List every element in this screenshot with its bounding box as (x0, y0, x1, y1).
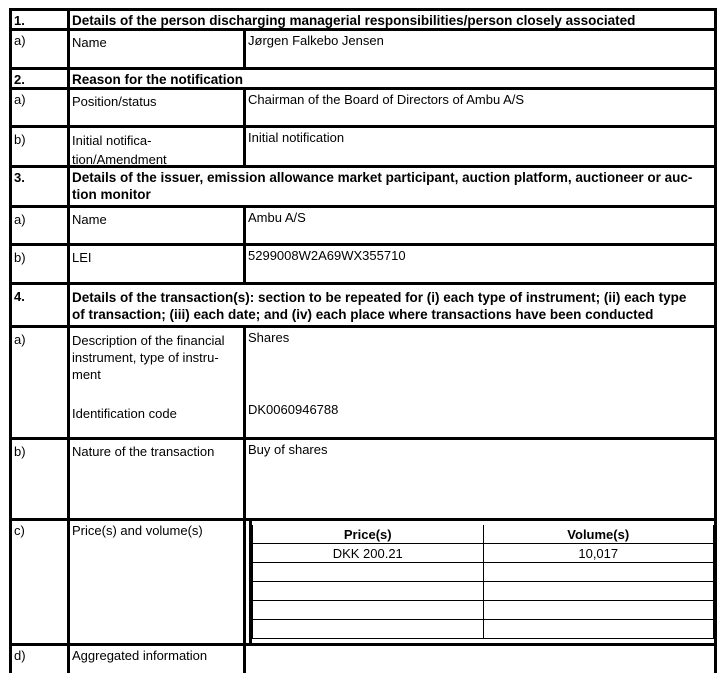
section-number: 3. (9, 168, 67, 205)
table-row (9, 325, 717, 437)
price-volume-table-wrap (249, 521, 714, 643)
price-volume-row (253, 544, 714, 563)
row-value: 5299008W2A69WX355710 (243, 246, 717, 282)
volume-cell (483, 563, 714, 582)
row-key: b) (9, 246, 67, 282)
section-title: Reason for the notification (67, 70, 717, 87)
volume-cell (483, 582, 714, 601)
volume-cell (483, 620, 714, 639)
table-row (9, 437, 717, 518)
price-cell (253, 620, 484, 639)
section-title: Details of the person discharging managerial responsibilities/person closely associated (67, 11, 717, 28)
section-number: 2. (9, 70, 67, 87)
row-value: Chairman of the Board of Directors of Ambu A/S (243, 90, 717, 125)
row-label: Position/status (67, 90, 243, 125)
section-title (67, 168, 717, 205)
price-volume-header (253, 525, 714, 544)
price-volume-row (253, 582, 714, 601)
section-title-line: of transaction; (iii) each date; and (iv) each place where transactions have been conducted (72, 307, 654, 322)
row-label-line: ment (72, 367, 101, 382)
section-number: 1. (9, 11, 67, 28)
row-label-line: tion/Amendment (72, 152, 167, 167)
price-cell (253, 601, 484, 620)
row-key: a) (9, 31, 67, 67)
row-value (243, 646, 717, 673)
price-cell: DKK 200.21 (253, 544, 484, 563)
section-title-line: Details of the issuer, emission allowance market participant, auction platform, auctioneer or auc- (72, 170, 693, 185)
section-title-line: tion monitor (72, 187, 151, 202)
table-row (9, 87, 717, 125)
row-label: Aggregated information (67, 646, 243, 673)
price-volume-row (253, 620, 714, 639)
row-label: Price(s) and volume(s) (67, 521, 243, 643)
price-volume-table (252, 525, 714, 639)
volume-cell: 10,017 (483, 544, 714, 563)
row-value (243, 328, 717, 437)
price-volume-row (253, 563, 714, 582)
identification-code-label: Identification code (72, 406, 177, 421)
row-key: a) (9, 328, 67, 437)
row-label-line: instrument, type of instru- (72, 350, 219, 365)
volume-header: Volume(s) (483, 525, 714, 544)
row-label: Nature of the transaction (67, 440, 243, 518)
row-value: Jørgen Falkebo Jensen (243, 31, 717, 67)
price-cell (253, 563, 484, 582)
row-key: b) (9, 440, 67, 518)
row-label: LEI (67, 246, 243, 282)
identification-code-value: DK0060946788 (248, 402, 339, 417)
row-key: a) (9, 208, 67, 243)
row-value: Initial notification (243, 128, 717, 165)
volume-cell (483, 601, 714, 620)
price-header: Price(s) (253, 525, 484, 544)
section-3-header (9, 165, 717, 205)
section-4-header (9, 282, 717, 325)
table-row (9, 125, 717, 165)
price-cell (253, 582, 484, 601)
row-key: b) (9, 128, 67, 165)
row-label (67, 328, 243, 437)
section-title (67, 285, 717, 325)
row-label: Name (67, 31, 243, 67)
row-key: a) (9, 90, 67, 125)
row-label-line: Description of the financial (72, 333, 225, 348)
row-label (67, 128, 243, 165)
table-row (9, 205, 717, 243)
row-key: d) (9, 646, 67, 673)
section-number: 4. (9, 285, 67, 325)
row-value (243, 521, 717, 643)
row-label-line: Initial notifica- (72, 133, 152, 148)
price-volume-row (253, 601, 714, 620)
table-row (9, 243, 717, 282)
section-title-line: Details of the transaction(s): section to be repeated for (i) each type of instrument; (ii) each type (72, 290, 687, 305)
notification-table (9, 8, 717, 673)
table-row (9, 518, 717, 643)
table-row (9, 643, 717, 673)
row-value: Ambu A/S (243, 208, 717, 243)
instrument-value: Shares (248, 330, 290, 345)
section-1-header (9, 8, 717, 28)
row-key: c) (9, 521, 67, 643)
table-row (9, 28, 717, 67)
row-value: Buy of shares (243, 440, 717, 518)
row-label: Name (67, 208, 243, 243)
section-2-header (9, 67, 717, 87)
